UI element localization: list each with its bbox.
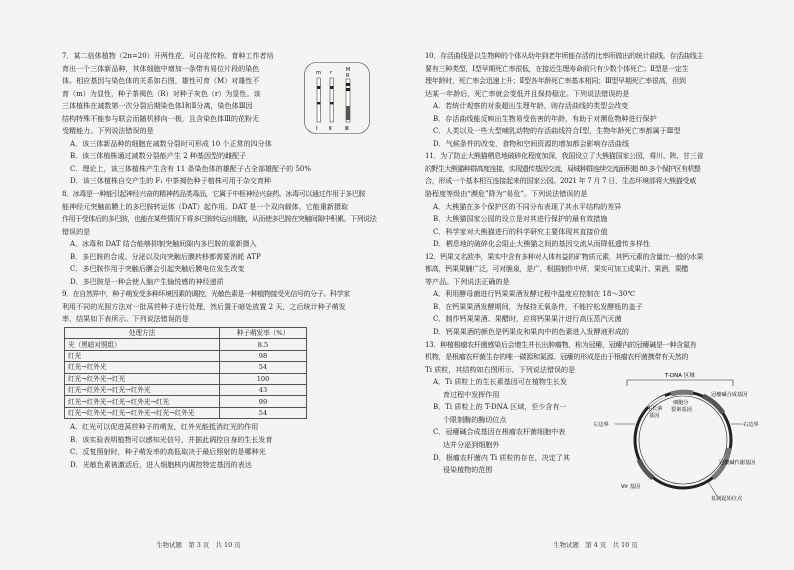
q9-line: 率，结果如下表所示。下列说法错误的是 [62, 314, 189, 324]
gene-label: M [346, 67, 351, 73]
table-cell: 光（黑暗对照组） [65, 339, 220, 350]
q13-option-a: A．Ti 质粒上的生长素基因可在植物生长发 [433, 377, 568, 387]
q7-option-d: D．该三体植株自交产生的 F₁ 中茶褐色种子植株可用于杂交育种 [70, 176, 272, 186]
question-8 [62, 188, 378, 288]
table-header-row [65, 328, 307, 339]
q8-option-d: D．多巴胺是一种会使人脑产生愉悦感的神经递质 [70, 276, 224, 286]
page-4 [397, 0, 794, 570]
q8-line: 8．冰毒是一种能引起神经兴奋的精神药品类毒品，它属于中枢神经兴奋药。冰毒可以通过作用于多巴胺 [62, 189, 366, 199]
q9-option-a: A．红光可以促进莴苣种子的萌发，红外光能抵消红光的作用 [70, 422, 259, 432]
q13-line: Ti 质粒，其结构如右图所示。下列说法错误的是 [425, 364, 576, 374]
q13-option-a-cont: 育过程中发挥作用 [443, 389, 500, 399]
germination-table [64, 327, 307, 419]
table-row [65, 384, 307, 395]
table-row [65, 350, 307, 361]
q10-line: 达某一年龄后，死亡率就会变低并且保持稳定。下列说法错误的是 [425, 88, 630, 98]
table-row [65, 362, 307, 373]
page-footer: 生物试题 第 4 页 共 10 页 [553, 541, 638, 549]
q8-line: 能神经元突触前膜上的多巴胺转运体（DAT）起作用。DAT 是一个双向载体，它能重新摄取 [62, 201, 349, 211]
table-header: 种子萌发率（%） [220, 328, 307, 339]
chromosome-figure [304, 62, 370, 134]
right-border-label: 右边界 [743, 422, 759, 428]
ori-label: 复制起始位点 [711, 496, 743, 502]
cytokinin-gene-segment [671, 392, 693, 394]
gene-label: m [316, 70, 321, 76]
table-header: 处理方法 [65, 328, 220, 339]
q12-option-c: C．制作钙果果酒、果醋时，应将钙果果汁进行高压蒸汽灭菌 [433, 314, 622, 324]
q11-option-a: A．大熊猫在多个保护区的不同分布表现了其水平结构的差异 [433, 201, 622, 211]
q7-line: 育（m）为显性，种子茶褐色（R）对种子灰色（r）为显性。该 [62, 88, 261, 98]
table-row [65, 373, 307, 384]
q10-option-d: D．气候条件的改变，食物和空间资源的增加都会影响存活曲线 [433, 138, 629, 148]
table-cell: 红光→红外光→红光→红外光→红光→红外光 [65, 407, 220, 418]
ori-pointer [707, 480, 717, 496]
q13-line: 机物，是根瘤农杆菌生存的唯一碳源和氮源。冠瘿的形成是由于根瘤农杆菌携带有天然的 [425, 352, 689, 362]
table-cell: 100 [220, 373, 307, 384]
q7-option-b: B．该三体植株通过减数分裂能产生 2 种基因型的雌配子 [70, 151, 247, 161]
chromosome-II [330, 78, 333, 122]
q12-option-a: A．利用酵母菌进行钙果果酒发酵过程中温度应控制在 18～30℃ [433, 289, 636, 299]
q10-option-c: C．人类以及一些大型哺乳动物的存活曲线符合Ⅰ型，生物年龄死亡率都属于Ⅲ型 [433, 126, 681, 136]
gene-label: r [330, 70, 333, 76]
question-10 [425, 50, 763, 150]
q7-line: 三体植株在减数第一次分裂后期染色体Ⅰ和Ⅱ分离，染色体Ⅲ因 [62, 101, 253, 111]
q12-line: 等产品。下列说法正确的是 [425, 276, 510, 286]
chromosome-label: Ⅱ [329, 126, 332, 132]
table-cell: 红光→红外光 [65, 362, 220, 373]
page-footer: 生物试题 第 3 页 共 10 页 [156, 541, 241, 549]
q9-option-d: D．光敏色素被激活后，进入细胞核内调控特定基因的表达 [70, 459, 252, 469]
opine-gene-label: 冠瘿碱合成基因 [711, 392, 748, 398]
table-cell: 98 [220, 350, 307, 361]
q10-line: 理年龄时，死亡率会迅速上升；Ⅱ型各年龄死亡率基本相同；Ⅲ型早期死亡率很高，但到 [425, 76, 686, 86]
cytokinin-gene-label: 裂素基因 [671, 407, 692, 413]
table-cell: 54 [220, 407, 307, 418]
q12-option-d: D．钙果果酒的颜色是钙果皮和果肉中的色素进入发酵液形成的 [433, 327, 629, 337]
opine-catabolism-label: 冠瘿碱代谢基因 [719, 460, 756, 466]
auxin-gene-label: 基因 [649, 413, 660, 419]
q13-option-b-cont: 个限制酶的酶切位点 [443, 414, 507, 424]
q10-option-a: A．若统计观察的对象超出生理年龄，则存活曲线的类型会改变 [433, 101, 629, 111]
q8-option-b: B．多巴胺的合成、分泌以及向突触后膜转移都需要消耗 ATP [70, 251, 261, 261]
q12-line: 都高，钙果果脯广泛，可对脆泉，是广，根据制作中所，果实可加工成果汁、果酒，果醋 [425, 264, 689, 274]
chromosome-label: Ⅰ [316, 126, 318, 132]
table-row [65, 396, 307, 407]
q9-option-b: B．该实验表明植物可以感知光信号，并据此调控自身的生长发育 [70, 434, 273, 444]
table-cell: 红光→红外光→红光→红外光→红光 [65, 396, 220, 407]
table-row [65, 339, 307, 350]
ti-plasmid-figure [593, 368, 769, 508]
q13-option-d: D．根瘤农杆菌内 Ti 质粒的存在，决定了其 [433, 452, 570, 462]
chromosome-III [346, 79, 350, 122]
q11-option-b: B．大熊猫国家公园的设立是对其进行保护的最有效措施 [433, 214, 608, 224]
q12-line: 12．钙果又名欧李，果实中含有多种对人体有益的矿物质元素，其钙元素的含量比一般的水果 [425, 251, 704, 261]
question-9 [62, 288, 378, 471]
gene-label: R [346, 73, 350, 79]
q8-line: 作用于受体后的多巴胺，也能在某些情况下将多巴胺转运出细胞，从而使多巴胺在突触间隙中积累。下列说法 [62, 214, 377, 224]
table-row [65, 407, 307, 418]
q7-line: 7．某二倍体植物（2n=20）开两性花，可自花传粉。育种工作者培 [62, 51, 274, 60]
q7-line: 受精能力。下列说法错误的是 [62, 126, 154, 136]
table-cell: 红光→红外光→红光→红外光 [65, 384, 220, 395]
q7-line: 育出一个三体新品种，其体细胞中增加一条带有易位片段的染色 [62, 63, 260, 73]
auxin-gene-label: 生长素 [647, 406, 663, 412]
opine-gene-segment [703, 396, 723, 413]
q11-option-c: C．科学家对大熊猫进行的科学研究主要体现其直接价值 [433, 226, 608, 236]
table-cell: 红光 [65, 350, 220, 361]
q13-option-c: C．冠瘿碱合成基因在根瘤农杆菌细胞中表 [433, 427, 566, 437]
question-11 [425, 150, 763, 250]
chromosome-I [317, 78, 320, 122]
q9-line: 利用不同的光照方法对一批莴苣种子进行处理，然后置于暗处放置 2 天，之后统计种子萌发 [62, 301, 346, 311]
vir-gene-segment [639, 460, 653, 478]
q13-option-c-cont: 达并分泌到细胞外 [443, 439, 500, 449]
q12-option-b: B．在钙果果酒发酵期间，为保持无氧条件，不能拧松发酵瓶的盖子 [433, 301, 643, 311]
chromosome-label: Ⅲ [345, 126, 349, 132]
q13-option-b: B．Ti 质粒上的 T-DNA 区域，至少含有一 [433, 402, 567, 412]
q11-line: 合，形成一个基本相互连接起来的国家公园。2021 年 7 月 7 日，生态环境部将大熊猫受威 [425, 176, 696, 186]
q11-line: 11．为了防止大熊猫栖息地破碎化程度加深，我国设立了大熊猫国家公园，将川、陕、甘三省 [425, 151, 704, 161]
cytokinin-gene-label: 细胞分 [673, 400, 689, 406]
q13-line: 13．种植根瘤农杆菌感染后会增生并长出肿瘤物，称为冠瘿，冠瘿内的冠瘿碱是一种含氮有 [425, 339, 697, 349]
q7-option-a: A．该三体新品种的细胞在减数分裂时可形成 10 个正常的四分体 [70, 138, 272, 148]
q7-line: 结构特殊不能参与联会而随机移向一极，且含染色体Ⅲ的花粉无 [62, 113, 260, 123]
q7-option-c: C．理论上，该三体植株产生含有 11 条染色体的雄配子占全部雄配子的 50% [70, 163, 312, 173]
left-border-label: 左边界 [593, 422, 609, 428]
table-cell: 43 [220, 384, 307, 395]
table-cell: 54 [220, 362, 307, 373]
q11-line: 的野生大熊猫种群高度连接，实现遗传基因交流，局城种群连续交流面积超 80 多个保护区有机整 [425, 163, 701, 173]
vir-gene-label: Vir 基因 [621, 484, 641, 490]
tdna-bracket [627, 380, 733, 386]
table-cell: 8.5 [220, 339, 307, 350]
q8-line: 错误的是 [62, 226, 91, 236]
q7-line: 体。相应基因与染色体的关系如右图，雄性可育（M）对雄性不 [62, 76, 260, 86]
table-cell: 红光→红外光→红光 [65, 373, 220, 384]
question-12 [425, 251, 763, 339]
table-cell: 99 [220, 396, 307, 407]
figure-border [305, 63, 370, 134]
tdna-label: T-DNA 区域 [665, 373, 695, 379]
q8-option-a: A．冰毒和 DAT 结合能够抑制突触间隙内多巴胺的重新摄入 [70, 239, 257, 249]
q8-option-c: C．多巴胺作用于突触后膜会引起突触后膜电位发生改变 [70, 264, 245, 274]
q13-option-d-cont: 侵染植物的范围 [443, 465, 493, 475]
q10-line: 要有三种类型，Ⅰ型早期死亡率很低，在接近生理寿命前只有少数个体死亡；Ⅱ型是一定生 [425, 63, 689, 73]
q9-line: 9．在自然界中，种子萌发受多种环境因素的调控，光敏色素是一种植物接受光信号的分子。科学家 [62, 289, 350, 299]
q11-line: 胁程度等级由“濒危”降为“易危”。下列说法错误的是 [425, 189, 588, 199]
q11-option-d: D．栖息地的破碎化会阻止大熊猫之间的基因交流从而降低遗传多样性 [433, 239, 651, 249]
q9-option-c: C．反复照射时，种子萌发率的高低取决于最后照射的是哪种光 [70, 447, 266, 457]
q10-line: 10．存活曲线是以生物种的个体从幼年到老年所能存活的比率所做出的统计曲线。存活曲线主 [425, 51, 704, 60]
q10-option-b: B．存活曲线能反映出生物易受伤害的年龄，有助于对濒危物种进行保护 [433, 113, 657, 123]
